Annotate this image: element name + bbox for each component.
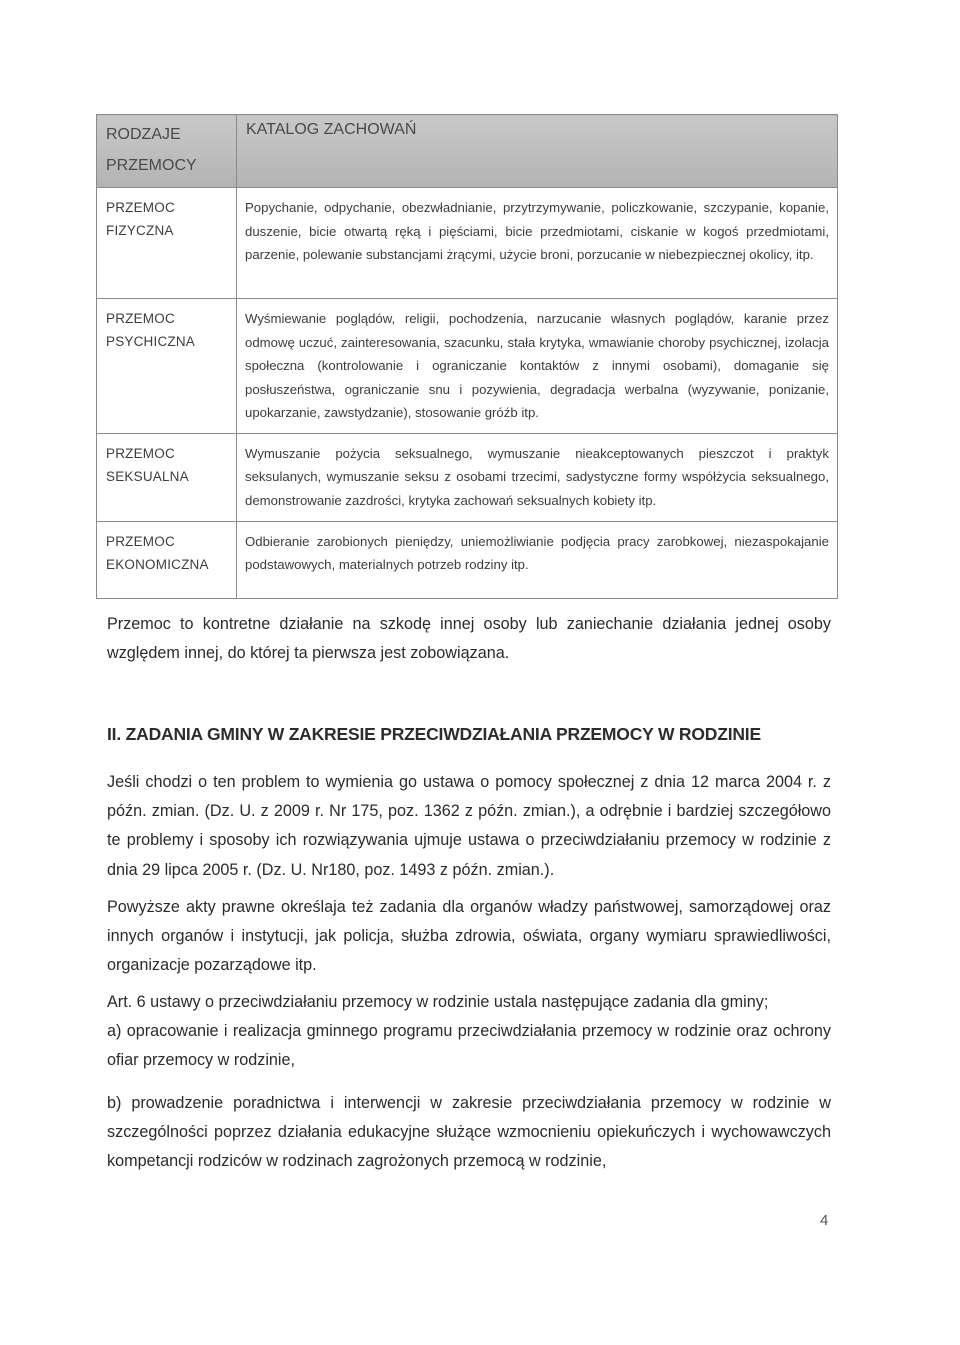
row-type-cell xyxy=(97,521,237,598)
header-type-line2: PRZEMOCY xyxy=(106,157,197,174)
row-type-cell xyxy=(97,433,237,521)
header-violence-type xyxy=(97,115,237,188)
row-type-line2: SEKSUALNA xyxy=(106,468,189,484)
table-row xyxy=(97,299,838,434)
row-type-line1: PRZEMOC xyxy=(106,200,175,215)
row-type-line1: PRZEMOC xyxy=(106,533,175,549)
paragraph-legal-basis: Jeśli chodzi o ten problem to wymienia go ustawa o pomocy społecznej z dnia 12 marca 2004 r. z późn. zmian. (Dz. U. z 2009 r. Nr 175, poz. 1362 z późn. zmian.), a odrębnie i bardziej szczegółowo te problemy i sposoby ich rozwiązywania ujmuje ustawa o przeciwdziałaniu przemocy w rodzinie z dnia 29 lipca 2005 r. (Dz. U. Nr180, poz. 1493 z późn. zmian.). xyxy=(107,773,831,879)
table-row xyxy=(97,188,838,299)
violence-definition: Przemoc to kontretne działanie na szkodę innej osoby lub zaniechanie działania jednej osoby względem innej, do której ta pierwsza jest zobowiązana. xyxy=(107,615,831,663)
row-type-line1: PRZEMOC xyxy=(106,445,175,461)
task-a: a) opracowanie i realizacja gminnego programu przeciwdziałania przemocy w rodzinie oraz ochrony ofiar przemocy w rodzinie, xyxy=(107,1022,831,1070)
header-type-line1: RODZAJE xyxy=(106,126,181,143)
row-type-cell xyxy=(97,188,237,299)
row-type-line2: FIZYCZNA xyxy=(106,223,174,238)
art6-intro: Art. 6 ustawy o przeciwdziałaniu przemocy w rodzinie ustala następujące zadania dla gminy; xyxy=(107,993,769,1011)
table-header-row xyxy=(97,115,838,188)
row-type-line1: PRZEMOC xyxy=(106,311,175,326)
row-description: Wymuszanie pożycia seksualnego, wymuszanie nieakceptowanych pieszczot i praktyk seksulanych, wymuszanie seksu z osobami trzecimi, sadystyczne formy współżycia seksualnego, demonstrowanie zazdrości, krytyka zachowań seksualnych kobiety itp. xyxy=(237,433,838,521)
row-type-cell xyxy=(97,299,237,434)
paragraph-legal-acts: Powyższe akty prawne określaja też zadania dla organów władzy państwowej, samorządowej oraz innych organów i instytucji, jak policja, służba zdrowia, oświata, organy wymiaru sprawiedliwości, organizacje pozarządowe itp. xyxy=(107,898,831,975)
table-row xyxy=(97,433,838,521)
row-description: Popychanie, odpychanie, obezwładnianie, przytrzymywanie, policzkowanie, szczypanie, kopanie, duszenie, bicie otwartą ręką i pięściami, bicie przedmiotami, ciskanie w kogoś przedmiotami, parzenie, polewanie substancjami żrącymi, użycie broni, porzucanie w niebezpiecznej okolicy, itp. xyxy=(237,188,838,299)
paragraph-art6 xyxy=(107,988,831,1076)
row-description: Odbieranie zarobionych pieniędzy, uniemożliwianie podjęcia pracy zarobkowej, niezaspokajanie podstawowych, materialnych potrzeb rodziny itp. xyxy=(237,521,838,598)
row-description: Wyśmiewanie poglądów, religii, pochodzenia, narzucanie własnych poglądów, karanie przez odmowę uczuć, zainteresowania, szacunku, stała krytyka, wmawianie choroby psychicznej, izolacja społeczna (kontrolowanie i ograniczanie kontaktów z innymi osobami), domaganie się posłuszeństwa, ograniczanie snu i pozywienia, degradacja werbalna (wyzywanie, ponizanie, upokarzanie, zawstydzanie), stosowanie gróźb itp. xyxy=(237,299,838,434)
row-type-line2: PSYCHICZNA xyxy=(106,334,196,349)
task-b: b) prowadzenie poradnictwa i interwencji w zakresie przeciwdziałania przemocy w rodzinie w szczególności poprzez działania edukacyjne służące wzmocnieniu opiekuńczych i wychowawczych kompetancji rodziców w rodzinach zagrożonych przemocą w rodzinie, xyxy=(107,1094,831,1171)
header-behaviour-catalog: KATALOG ZACHOWAŃ xyxy=(237,115,838,188)
table-row xyxy=(97,521,838,598)
violence-types-table xyxy=(96,114,838,599)
section-heading: II. ZADANIA GMINY W ZAKRESIE PRZECIWDZIAŁANIA PRZEMOCY W RODZINIE xyxy=(107,724,761,744)
row-type-line2: EKONOMICZNA xyxy=(106,556,209,572)
page-number: 4 xyxy=(820,1212,829,1229)
